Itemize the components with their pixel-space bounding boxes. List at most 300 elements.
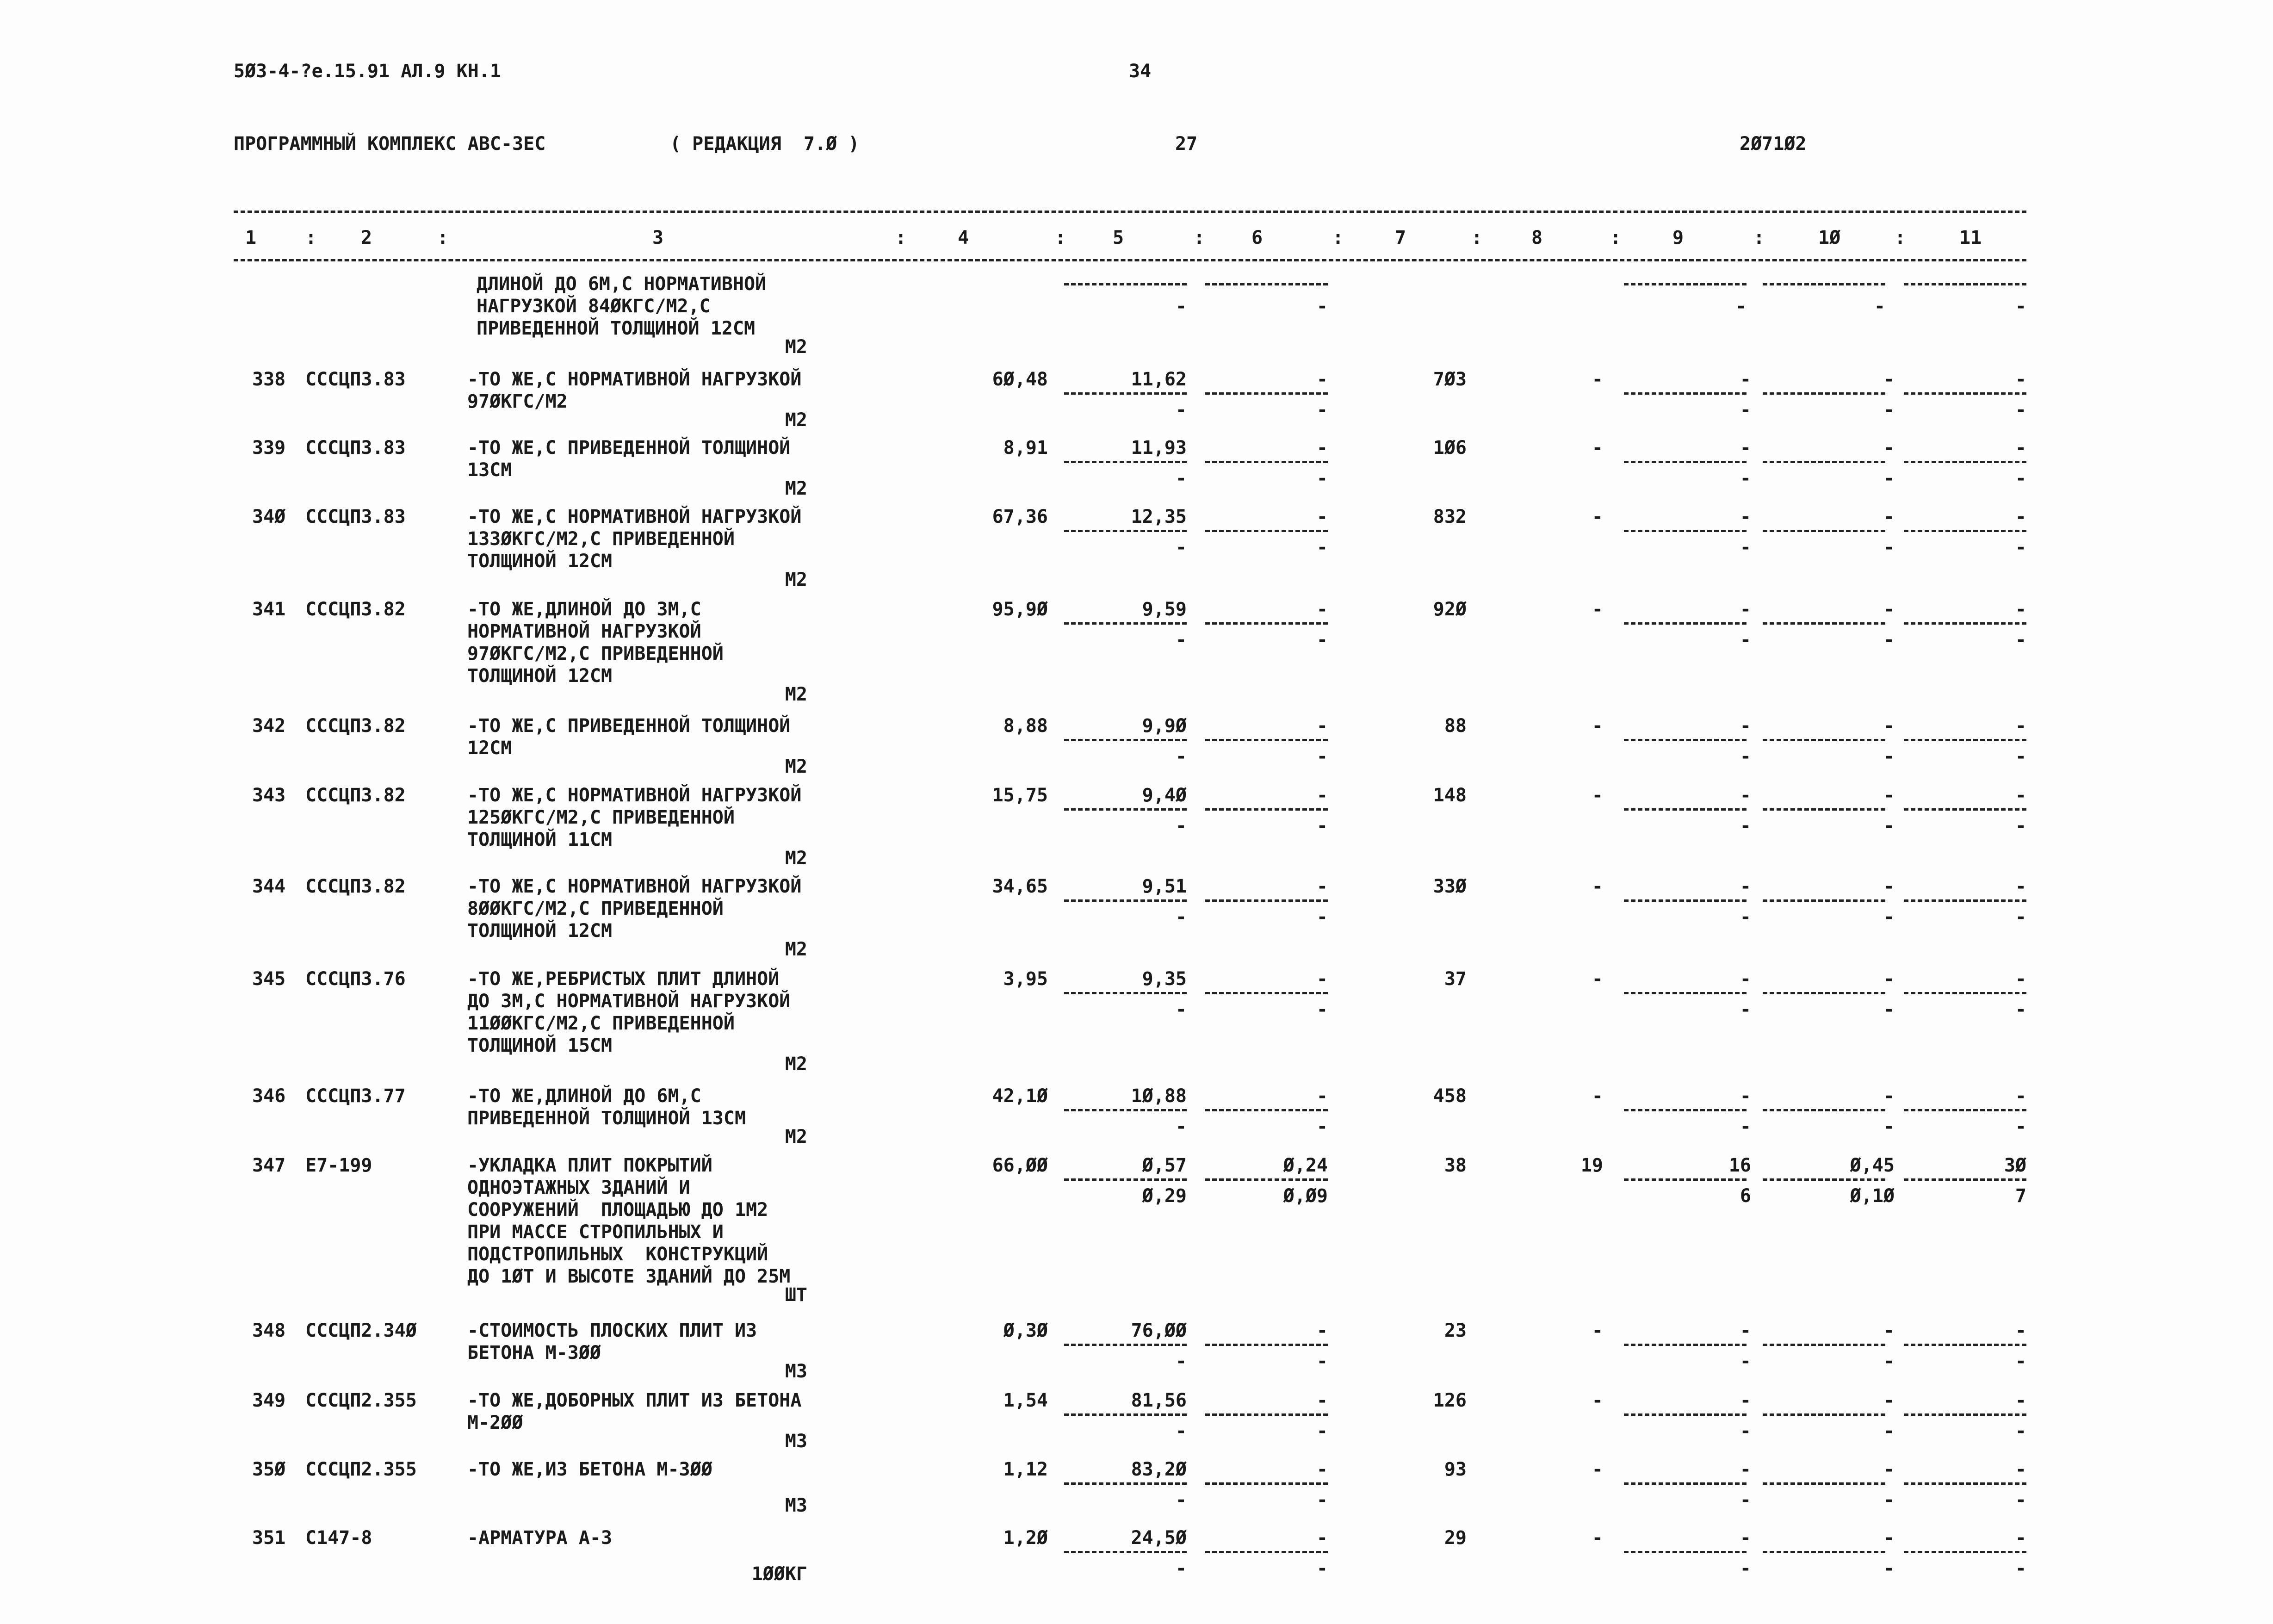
cell-value-lower: - — [2015, 629, 2026, 651]
cell-value-lower: - — [1316, 296, 1328, 317]
cell-divider — [1205, 622, 1328, 625]
description-line: ПРИВЕДЕННОЙ ТОЛЩИНОЙ 12СМ — [477, 318, 756, 339]
cell-divider — [1763, 1482, 1885, 1485]
cell-value-lower: - — [1735, 296, 1747, 317]
column-8-value: - — [1592, 599, 1603, 620]
column-separator: : — [895, 227, 907, 248]
cell-divider — [1763, 392, 1885, 395]
cell-divider — [1064, 899, 1187, 902]
column-header-7: 7 — [1395, 227, 1406, 248]
cell-divider — [1904, 1178, 2026, 1181]
cell-divider — [1064, 1178, 1187, 1181]
row-code: СССЦП3.82 — [305, 785, 406, 806]
cell-divider — [1763, 992, 1885, 994]
row-code: СССЦП3.82 — [305, 599, 406, 620]
column-11-value: - — [2015, 1527, 2026, 1549]
cell-value-lower: - — [2015, 537, 2026, 558]
cell-value-lower: - — [1740, 1420, 1751, 1442]
cell-divider — [1624, 1344, 1747, 1346]
cell-value-lower: - — [1175, 906, 1187, 928]
cell-divider — [1064, 1482, 1187, 1485]
unit-label: М3 — [785, 1495, 807, 1516]
machine-cost-value: - — [1316, 968, 1328, 990]
column-9-value: - — [1740, 785, 1751, 806]
column-header-6: 6 — [1251, 227, 1263, 248]
description-line: 125ØКГС/М2,С ПРИВЕДЕННОЙ — [467, 807, 735, 828]
cell-value-lower: - — [1883, 629, 1895, 651]
cell-value-lower: - — [1175, 1116, 1187, 1137]
column-11-value: - — [2015, 1459, 2026, 1480]
machine-cost-value: - — [1316, 1527, 1328, 1549]
cell-value-lower: - — [1316, 999, 1328, 1020]
page-number: 34 — [1129, 61, 1152, 82]
cell-value-lower: - — [1316, 746, 1328, 767]
cell-divider — [1205, 1344, 1328, 1346]
row-code: СССЦП3.76 — [305, 968, 406, 990]
cell-value-lower: - — [1883, 1558, 1895, 1579]
column-separator: : — [1055, 227, 1066, 248]
cell-divider — [1064, 283, 1187, 285]
cell-value-lower: - — [1740, 746, 1751, 767]
column-9-value: - — [1740, 1320, 1751, 1341]
quantity-value: 1,2Ø — [1003, 1527, 1048, 1549]
total-cost-value: 458 — [1433, 1085, 1467, 1107]
cell-value-lower: - — [1175, 1420, 1187, 1442]
cell-value-lower: - — [1740, 1116, 1751, 1137]
cell-value-lower: - — [1316, 1351, 1328, 1372]
cell-divider — [1205, 899, 1328, 902]
cell-divider — [1064, 530, 1187, 532]
cell-divider — [1904, 392, 2026, 395]
quantity-value: 34,65 — [992, 876, 1048, 897]
description-line: НАГРУЗКОЙ 84ØКГС/М2,С — [477, 296, 711, 317]
row-code: СССЦП3.82 — [305, 876, 406, 897]
column-header-3: 3 — [652, 227, 664, 248]
machine-cost-value: - — [1316, 715, 1328, 737]
column-10-value: - — [1883, 785, 1895, 806]
column-11-value: - — [2015, 1085, 2026, 1107]
cell-value-lower: - — [1740, 399, 1751, 421]
description-line: -ТО ЖЕ,РЕБРИСТЫХ ПЛИТ ДЛИНОЙ — [467, 968, 780, 990]
cell-divider — [1064, 808, 1187, 811]
quantity-value: 67,36 — [992, 506, 1048, 527]
description-line: -СТОИМОСТЬ ПЛОСКИХ ПЛИТ ИЗ — [467, 1320, 757, 1341]
cell-divider — [1064, 1551, 1187, 1553]
cell-value-lower: - — [1883, 906, 1895, 928]
cell-divider — [1624, 1109, 1747, 1111]
unit-label: М2 — [785, 939, 807, 960]
cell-value-lower: - — [1883, 1420, 1895, 1442]
program-name: ПРОГРАММНЫЙ КОМПЛЕКС АВС-3ЕС — [234, 133, 546, 155]
cell-value-lower: - — [1316, 629, 1328, 651]
machine-cost-value: Ø,24 — [1283, 1155, 1328, 1176]
row-number: 349 — [252, 1390, 286, 1411]
row-number: 346 — [252, 1085, 286, 1107]
column-header-10: 1Ø — [1818, 227, 1841, 248]
description-line: ПРИВЕДЕННОЙ ТОЛЩИНОЙ 13СМ — [467, 1108, 746, 1129]
cell-divider — [1904, 1551, 2026, 1553]
cell-value-lower: - — [1316, 1116, 1328, 1137]
column-10-value: - — [1883, 1459, 1895, 1480]
total-cost-value: 38 — [1444, 1155, 1467, 1176]
column-8-value: - — [1592, 1459, 1603, 1480]
column-10-value: - — [1883, 968, 1895, 990]
row-number: 35Ø — [252, 1459, 286, 1480]
unit-label: М2 — [785, 569, 807, 590]
cell-value-lower: - — [1316, 537, 1328, 558]
cell-divider — [1763, 739, 1885, 741]
column-separator: : — [1753, 227, 1765, 248]
column-8-value: - — [1592, 968, 1603, 990]
description-line: М-2ØØ — [467, 1412, 523, 1433]
quantity-value: 42,1Ø — [992, 1085, 1048, 1107]
cell-divider — [1624, 1482, 1747, 1485]
cell-value-lower: - — [1175, 1351, 1187, 1372]
column-9-value: - — [1740, 369, 1751, 390]
cell-divider — [1205, 739, 1328, 741]
cell-divider — [1624, 992, 1747, 994]
column-9-value: - — [1740, 437, 1751, 459]
row-code: Е7-199 — [305, 1155, 372, 1176]
row-code: СССЦП3.83 — [305, 369, 406, 390]
cell-value-lower: Ø,1Ø — [1850, 1185, 1895, 1207]
total-cost-value: 88 — [1444, 715, 1467, 737]
description-line: 12СМ — [467, 738, 512, 759]
machine-cost-value: - — [1316, 369, 1328, 390]
unit-label: М2 — [785, 756, 807, 777]
column-10-value: - — [1883, 876, 1895, 897]
cell-divider — [1205, 461, 1328, 463]
column-8-value: - — [1592, 1390, 1603, 1411]
cell-value-lower: - — [1883, 468, 1895, 489]
cell-value-lower: - — [1883, 1351, 1895, 1372]
row-number: 34Ø — [252, 506, 286, 527]
cell-divider — [1763, 1178, 1885, 1181]
column-8-value: - — [1592, 715, 1603, 737]
total-cost-value: 93 — [1444, 1459, 1467, 1480]
cell-divider — [1064, 392, 1187, 395]
cell-divider — [1205, 530, 1328, 532]
cell-value-lower: - — [2015, 1116, 2026, 1137]
total-cost-value: 29 — [1444, 1527, 1467, 1549]
quantity-value: 8,91 — [1003, 437, 1048, 459]
description-line: -ТО ЖЕ,С ПРИВЕДЕННОЙ ТОЛЩИНОЙ — [467, 715, 791, 737]
description-line: ТОЛЩИНОЙ 12СМ — [467, 920, 613, 942]
total-cost-value: 92Ø — [1433, 599, 1467, 620]
column-9-value: - — [1740, 968, 1751, 990]
cell-value-lower: - — [1175, 999, 1187, 1020]
unit-cost-value: Ø,57 — [1142, 1155, 1187, 1176]
row-number: 345 — [252, 968, 286, 990]
column-9-value: 16 — [1728, 1155, 1751, 1176]
row-code: СССЦП3.77 — [305, 1085, 406, 1107]
cell-value-lower: - — [1316, 906, 1328, 928]
cell-divider — [1064, 461, 1187, 463]
cell-value-lower: - — [1740, 1558, 1751, 1579]
column-11-value: - — [2015, 506, 2026, 527]
unit-cost-value: 9,4Ø — [1142, 785, 1187, 806]
quantity-value: 6Ø,48 — [992, 369, 1048, 390]
description-line: СООРУЖЕНИЙ ПЛОЩАДЬЮ ДО 1М2 — [467, 1199, 768, 1221]
column-11-value: - — [2015, 1390, 2026, 1411]
cell-divider — [1763, 461, 1885, 463]
description-line: -УКЛАДКА ПЛИТ ПОКРЫТИЙ — [467, 1155, 712, 1176]
description-line: 97ØКГС/М2 — [467, 391, 568, 412]
total-cost-value: 1Ø6 — [1433, 437, 1467, 459]
unit-label: 1ØØКГ — [751, 1563, 807, 1585]
cell-value-lower: - — [2015, 1351, 2026, 1372]
row-code: СССЦП3.83 — [305, 437, 406, 459]
column-separator: : — [1194, 227, 1205, 248]
cell-divider — [1904, 808, 2026, 811]
column-10-value: - — [1883, 1085, 1895, 1107]
cell-divider — [1904, 1109, 2026, 1111]
column-9-value: - — [1740, 1459, 1751, 1480]
cell-value-lower: - — [1740, 1489, 1751, 1511]
description-line: 97ØКГС/М2,С ПРИВЕДЕННОЙ — [467, 643, 724, 664]
column-8-value: - — [1592, 1527, 1603, 1549]
row-code: СССЦП3.83 — [305, 506, 406, 527]
cell-divider — [1205, 808, 1328, 811]
unit-label: ШТ — [785, 1284, 807, 1306]
column-8-value: - — [1592, 785, 1603, 806]
machine-cost-value: - — [1316, 1459, 1328, 1480]
cell-divider — [1763, 1413, 1885, 1416]
row-code: СССЦП2.355 — [305, 1459, 417, 1480]
description-line: ДЛИНОЙ ДО 6М,С НОРМАТИВНОЙ — [477, 273, 767, 295]
cell-value-lower: - — [1883, 399, 1895, 421]
quantity-value: 3,95 — [1003, 968, 1048, 990]
description-line: -ТО ЖЕ,ДЛИНОЙ ДО 6М,С — [467, 1085, 701, 1107]
row-number: 343 — [252, 785, 286, 806]
column-10-value: - — [1883, 1320, 1895, 1341]
column-11-value: 3Ø — [2004, 1155, 2026, 1176]
unit-cost-value: 11,93 — [1131, 437, 1187, 459]
cell-divider — [1064, 1344, 1187, 1346]
cell-divider — [1064, 992, 1187, 994]
cell-divider — [1624, 808, 1747, 811]
cell-divider — [1205, 283, 1328, 285]
cell-divider — [1205, 1178, 1328, 1181]
cell-value-lower: - — [1740, 906, 1751, 928]
machine-cost-value: - — [1316, 1320, 1328, 1341]
quantity-value: 15,75 — [992, 785, 1048, 806]
unit-label: М2 — [785, 848, 807, 869]
machine-cost-value: - — [1316, 506, 1328, 527]
column-11-value: - — [2015, 599, 2026, 620]
cell-divider — [1624, 1551, 1747, 1553]
column-header-8: 8 — [1531, 227, 1543, 248]
cell-divider — [1064, 1413, 1187, 1416]
row-number: 348 — [252, 1320, 286, 1341]
unit-cost-value: 11,62 — [1131, 369, 1187, 390]
unit-cost-value: 9,9Ø — [1142, 715, 1187, 737]
description-line: -ТО ЖЕ,С НОРМАТИВНОЙ НАГРУЗКОЙ — [467, 876, 802, 897]
cell-value-lower: 6 — [1740, 1185, 1751, 1207]
cell-value-lower: - — [1316, 1558, 1328, 1579]
cell-divider — [1763, 1344, 1885, 1346]
unit-cost-value: 83,2Ø — [1131, 1459, 1187, 1480]
column-11-value: - — [2015, 715, 2026, 737]
cell-divider — [1205, 1413, 1328, 1416]
column-8-value: - — [1592, 437, 1603, 459]
cell-divider — [1763, 1551, 1885, 1553]
cell-value-lower: - — [2015, 399, 2026, 421]
cell-value-lower: - — [2015, 1420, 2026, 1442]
description-line: 13СМ — [467, 459, 512, 481]
description-line: ПОДСТРОПИЛЬНЫХ КОНСТРУКЦИЙ — [467, 1244, 768, 1265]
unit-label: М2 — [785, 1126, 807, 1147]
column-8-value: 19 — [1580, 1155, 1603, 1176]
cell-divider — [1904, 739, 2026, 741]
cell-divider — [1763, 530, 1885, 532]
quantity-value: 1,12 — [1003, 1459, 1048, 1480]
cell-value-lower: - — [1883, 815, 1895, 837]
cell-value-lower: - — [1874, 296, 1885, 317]
column-header-1: 1 — [245, 227, 257, 248]
description-line: ТОЛЩИНОЙ 12СМ — [467, 665, 613, 687]
cell-value-lower: - — [1316, 468, 1328, 489]
machine-cost-value: - — [1316, 599, 1328, 620]
description-line: -ТО ЖЕ,ДЛИНОЙ ДО 3М,С — [467, 599, 701, 620]
cell-divider — [1904, 461, 2026, 463]
quantity-value: 1,54 — [1003, 1390, 1048, 1411]
cell-divider — [1763, 1109, 1885, 1111]
program-edition: ( РЕДАКЦИЯ 7.Ø ) — [670, 133, 860, 155]
machine-cost-value: - — [1316, 1085, 1328, 1107]
cell-value-lower: - — [1316, 815, 1328, 837]
total-cost-value: 33Ø — [1433, 876, 1467, 897]
description-line: -ТО ЖЕ,С ПРИВЕДЕННОЙ ТОЛЩИНОЙ — [467, 437, 791, 459]
column-10-value: - — [1883, 369, 1895, 390]
cell-divider — [1205, 1551, 1328, 1553]
description-line: ДО 1ØТ И ВЫСОТЕ ЗДАНИЙ ДО 25М — [467, 1266, 791, 1287]
cell-divider — [1624, 1413, 1747, 1416]
quantity-value: 8,88 — [1003, 715, 1048, 737]
row-code: СССЦП3.82 — [305, 715, 406, 737]
column-11-value: - — [2015, 1320, 2026, 1341]
cell-value-lower: Ø,Ø9 — [1283, 1185, 1328, 1207]
cell-value-lower: - — [1740, 468, 1751, 489]
column-9-value: - — [1740, 1527, 1751, 1549]
row-code: С147-8 — [305, 1527, 372, 1549]
column-separator: : — [437, 227, 449, 248]
cell-value-lower: - — [1316, 1489, 1328, 1511]
column-header-4: 4 — [958, 227, 969, 248]
cell-value-lower: - — [2015, 1489, 2026, 1511]
column-header-5: 5 — [1113, 227, 1124, 248]
column-11-value: - — [2015, 369, 2026, 390]
cell-divider — [1624, 530, 1747, 532]
cell-divider — [1904, 1344, 2026, 1346]
column-10-value: - — [1883, 506, 1895, 527]
cell-value-lower: - — [1175, 468, 1187, 489]
description-line: ТОЛЩИНОЙ 15СМ — [467, 1035, 613, 1056]
cell-value-lower: - — [1175, 815, 1187, 837]
unit-label: М2 — [785, 478, 807, 499]
unit-label: М3 — [785, 1431, 807, 1452]
description-line: -АРМАТУРА А-3 — [467, 1527, 613, 1549]
column-10-value: Ø,45 — [1850, 1155, 1895, 1176]
unit-cost-value: 12,35 — [1131, 506, 1187, 527]
column-8-value: - — [1592, 369, 1603, 390]
unit-cost-value: 9,59 — [1142, 599, 1187, 620]
cell-value-lower: - — [1175, 296, 1187, 317]
column-separator: : — [1332, 227, 1344, 248]
unit-label: М2 — [785, 684, 807, 705]
cell-divider — [1904, 530, 2026, 532]
column-8-value: - — [1592, 506, 1603, 527]
cell-value-lower: - — [2015, 468, 2026, 489]
cell-divider — [1624, 739, 1747, 741]
cell-value-lower: - — [1316, 1420, 1328, 1442]
unit-cost-value: 24,5Ø — [1131, 1527, 1187, 1549]
quantity-value: 66,ØØ — [992, 1155, 1048, 1176]
row-number: 339 — [252, 437, 286, 459]
cell-value-lower: - — [1740, 1351, 1751, 1372]
cell-value-lower: - — [1883, 537, 1895, 558]
row-number: 342 — [252, 715, 286, 737]
cell-divider — [1763, 808, 1885, 811]
cell-value-lower: - — [1175, 1558, 1187, 1579]
cell-divider — [1904, 1413, 2026, 1416]
column-8-value: - — [1592, 1320, 1603, 1341]
column-separator: : — [1471, 227, 1483, 248]
cell-divider — [1904, 283, 2026, 285]
cell-divider — [1624, 283, 1747, 285]
header-rule-bottom — [234, 259, 2026, 261]
description-line: -ТО ЖЕ,ИЗ БЕТОНА М-3ØØ — [467, 1459, 712, 1480]
column-9-value: - — [1740, 599, 1751, 620]
column-8-value: - — [1592, 876, 1603, 897]
description-line: -ТО ЖЕ,С НОРМАТИВНОЙ НАГРУЗКОЙ — [467, 785, 802, 806]
cell-value-lower: - — [2015, 296, 2026, 317]
cell-value-lower: - — [2015, 906, 2026, 928]
column-9-value: - — [1740, 715, 1751, 737]
cell-divider — [1624, 1178, 1747, 1181]
description-line: 133ØКГС/М2,С ПРИВЕДЕННОЙ — [467, 528, 735, 550]
cell-divider — [1624, 392, 1747, 395]
header-rule-top — [234, 211, 2026, 213]
unit-cost-value: 76,ØØ — [1131, 1320, 1187, 1341]
document-reference: 5Ø3-4-?e.15.91 АЛ.9 КН.1 — [234, 61, 501, 82]
quantity-value: Ø,3Ø — [1003, 1320, 1048, 1341]
cell-divider — [1205, 1109, 1328, 1111]
row-code: СССЦП2.355 — [305, 1390, 417, 1411]
sheet-number: 27 — [1175, 133, 1198, 155]
description-line: -ТО ЖЕ,С НОРМАТИВНОЙ НАГРУЗКОЙ — [467, 369, 802, 390]
cell-value-lower: - — [1175, 746, 1187, 767]
cell-value-lower: Ø,29 — [1142, 1185, 1187, 1207]
row-number: 341 — [252, 599, 286, 620]
column-11-value: - — [2015, 437, 2026, 459]
cell-value-lower: - — [2015, 746, 2026, 767]
cell-value-lower: - — [1883, 1116, 1895, 1137]
cell-divider — [1205, 1482, 1328, 1485]
unit-cost-value: 9,35 — [1142, 968, 1187, 990]
description-line: 11ØØКГС/М2,С ПРИВЕДЕННОЙ — [467, 1013, 735, 1034]
cell-divider — [1904, 992, 2026, 994]
unit-cost-value: 9,51 — [1142, 876, 1187, 897]
cell-divider — [1064, 739, 1187, 741]
cell-divider — [1624, 461, 1747, 463]
cell-value-lower: - — [1175, 399, 1187, 421]
cell-value-lower: - — [1883, 746, 1895, 767]
cell-divider — [1904, 622, 2026, 625]
machine-cost-value: - — [1316, 437, 1328, 459]
unit-label: М2 — [785, 336, 807, 358]
cell-divider — [1064, 1109, 1187, 1111]
